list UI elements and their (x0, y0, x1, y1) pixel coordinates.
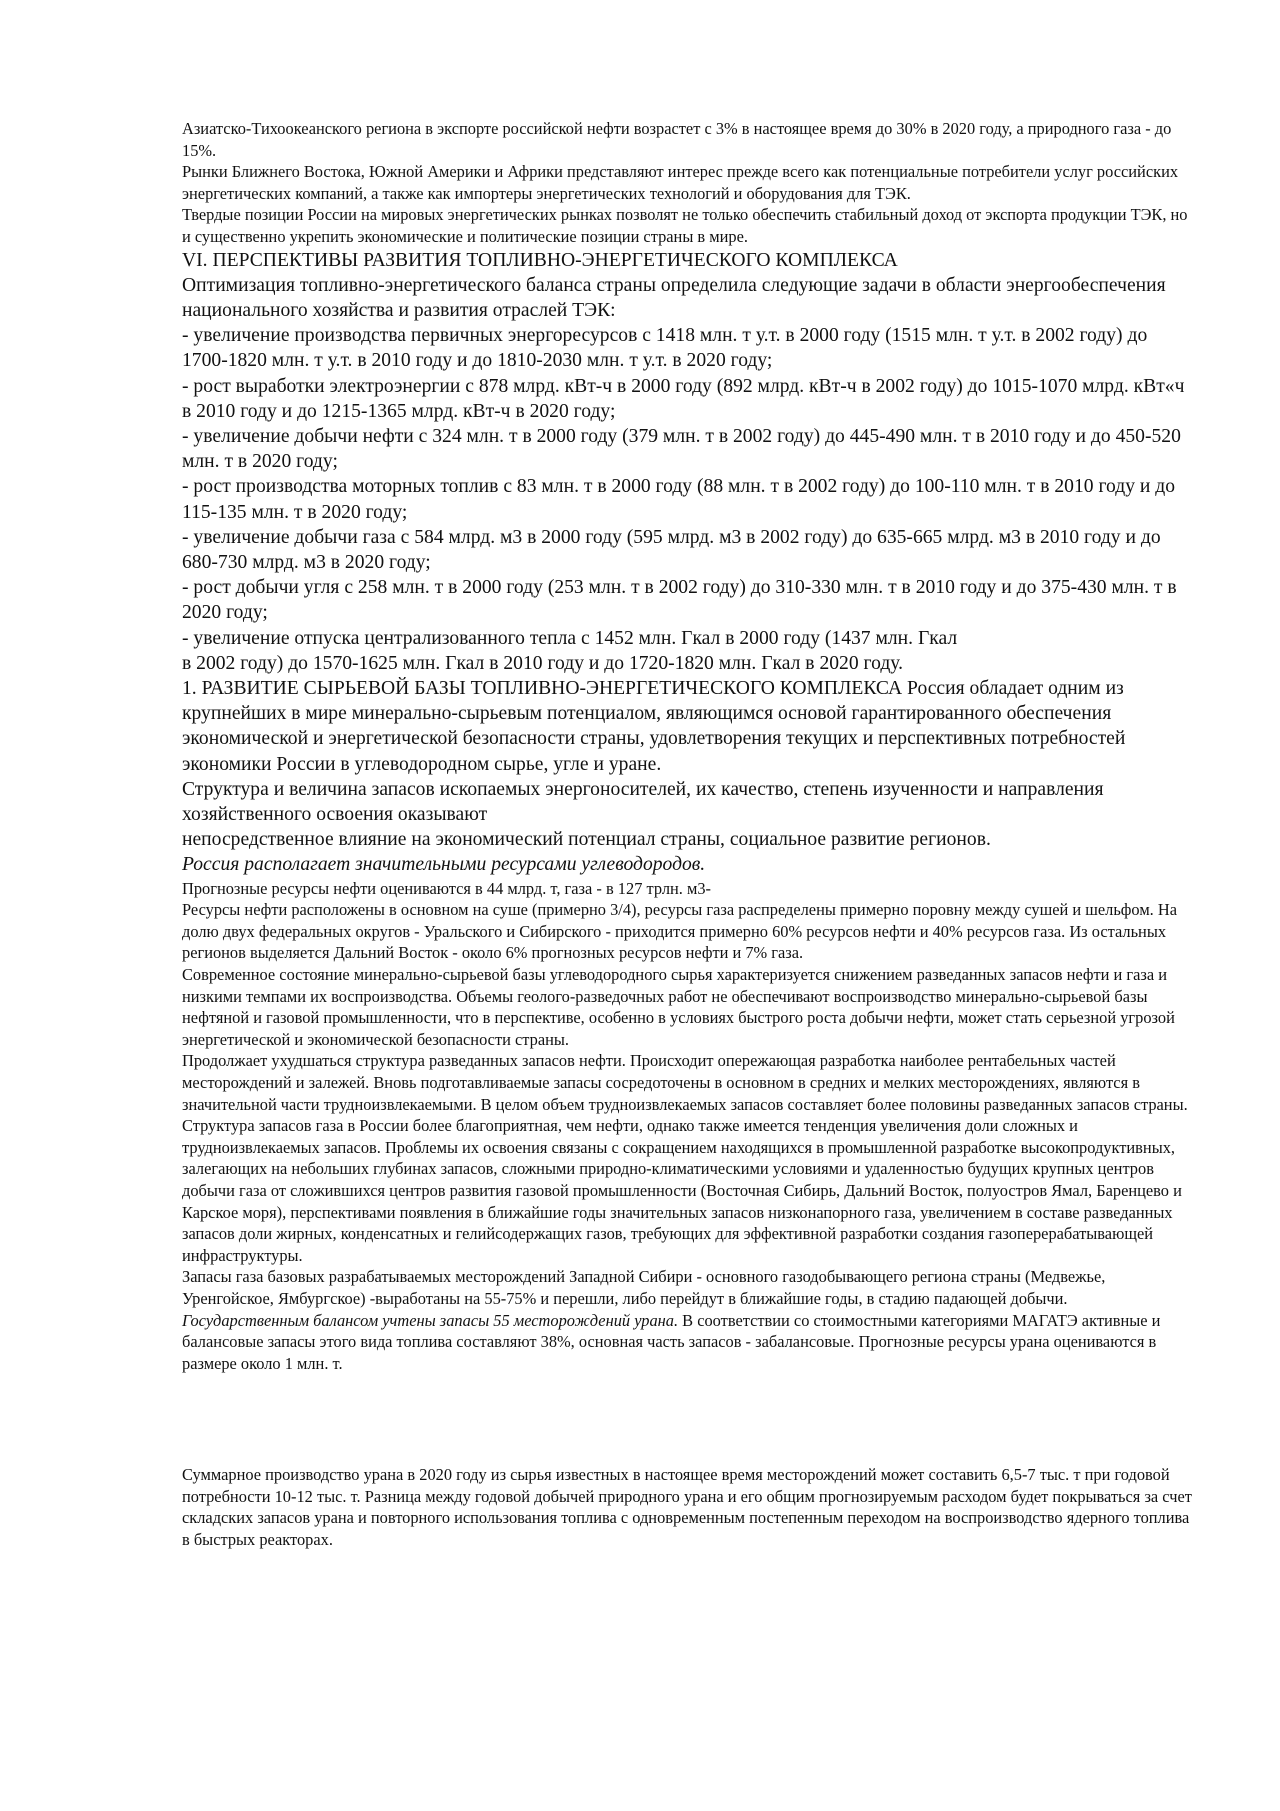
paragraph: Структура и величина запасов ископаемых энергоносителей, их качество, степень изученности и направления хозяйственного освоения оказывают непосредственное влияние на экономический потенциал страны, социальное развитие регионов. (182, 778, 1104, 851)
paragraph: Суммарное производство урана в 2020 году из сырья известных в настоящее время месторождений может составить 6,5-7 тыс. т при годовой потребности 10-12 тыс. т. Разница между годовой добычей природного урана и его общим прогнозируемым расходом будет покрываться за счет складских запасов урана и повторного использования топлива с одновременным постепенным переходом на воспроизводство ядерного топлива в быстрых реакторах. (182, 1465, 1192, 1550)
list-item: - рост выработки электроэнергии с 878 млрд. кВт-ч в 2000 году (892 млрд. кВт-ч в 2002 году) до 1015-1070 млрд. кВт«ч в 2010 году и до 1215-1365 млрд. кВт-ч в 2020 году; (182, 375, 1185, 422)
list-item: - увеличение отпуска централизованного тепла с 1452 млн. Гкал в 2000 году (1437 млн. Гкал в 2002 году) до 1570-1625 млн. Гкал в 2010 году и до 1720-1820 млн. Гкал в 2020 году. (182, 627, 958, 674)
document-page (182, 118, 1192, 1551)
paragraph: Твердые позиции России на мировых энергетических рынках позволят не только обеспечить стабильный доход от экспорта продукции ТЭК, но и существенно укрепить экономические и политические позиции страны в мире. (182, 205, 1188, 246)
italic-paragraph: Россия располагает значительными ресурсами углеводородов. (182, 854, 706, 876)
paragraph: Современное состояние минерально-сырьевой базы углеводородного сырья характеризуется снижением разведанных запасов нефти и газа и низкими темпами их воспроизводства. Объемы геолого-разведочных работ не обеспечивают воспроизводство минерально-сырьевой базы нефтяной и газовой промышленности, что в перспективе, особенно в условиях быстрого роста добычи нефти, может стать серьезной угрозой энергетической и экономической безопасности страны. (182, 965, 1175, 1049)
list-item: - увеличение добычи газа с 584 млрд. м3 в 2000 году (595 млрд. м3 в 2002 году) до 635-665 млрд. м3 в 2010 году и до 680-730 млрд. м3 в 2020 году; (182, 526, 1161, 573)
list-item: - увеличение производства первичных энергоресурсов с 1418 млн. т у.т. в 2000 году (1515 млн. т у.т. в 2002 году) до 1700-1820 млн. т у.т. в 2010 году и до 1810-2030 млн. т у.т. в 2020 году; (182, 325, 1148, 372)
blank-space (182, 1374, 1192, 1464)
section-heading-paragraph: 1. РАЗВИТИЕ СЫРЬЕВОЙ БАЗЫ ТОПЛИВНО-ЭНЕРГЕТИЧЕСКОГО КОМПЛЕКСА Россия обладает одним из крупнейших в мире минерально-сырьевым потенциалом, являющимся основой гарантированного обеспечения экономической и энергетической безопасности страны, удовлетворения текущих и перспективных потребностей экономики России в углеводородном сырье, угле и уране. (182, 678, 1126, 775)
paragraph: Ресурсы нефти расположены в основном на суше (примерно 3/4), ресурсы газа распределены примерно поровну между сушей и шельфом. На долю двух федеральных округов - Уральского и Сибирского - приходится примерно 60% ресурсов нефти и 40% ресурсов газа. Из остальных регионов выделяется Дальний Восток - около 6% прогнозных ресурсов нефти и 7% газа. (182, 900, 1177, 963)
italic-lead: Государственным балансом учтены запасы 55 месторождений урана. (182, 1310, 679, 1330)
paragraph: Прогнозные ресурсы нефти оцениваются в 44 млрд. т, газа - в 127 трлн. м3- (182, 878, 711, 898)
list-item: - рост добычи угля с 258 млн. т в 2000 году (253 млн. т в 2002 году) до 310-330 млн. т в 2010 году и до 375-430 млн. т в 2020 году; (182, 577, 1177, 624)
paragraph: Оптимизация топливно-энергетического баланса страны определила следующие задачи в области энергообеспечения национального хозяйства и развития отраслей ТЭК: (182, 274, 1166, 321)
list-item: - увеличение добычи нефти с 324 млн. т в 2000 году (379 млн. т в 2002 году) до 445-490 млн. т в 2010 году и до 450-520 млн. т в 2020 году; (182, 425, 1181, 473)
paragraph (182, 1310, 1192, 1375)
paragraph: Структура запасов газа в России более благоприятная, чем нефти, однако также имеется тенденция увеличения доли сложных и трудноизвлекаемых запасов. Проблемы их освоения связаны с сокращением находящихся в промышленной разработке высокопродуктивных, залегающих на небольших глубинах запасов, сложными природно-климатическими условиями и удаленностью будущих крупных центров добычи газа от сложившихся центров развития газовой промышленности (Восточная Сибирь, Дальний Восток, полуостров Ямал, Баренцево и Карское моря), перспективами появления в ближайшие годы значительных запасов низконапорного газа, увеличением в составе разведанных запасов доли жирных, конденсатных и гелийсодержащих газов, требующих для эффективной разработки создания газоперерабатывающей инфраструктуры. (182, 1116, 1182, 1265)
paragraph-text: В соответствии со стоимостными категориями МАГАТЭ активные и балансовые запасы этого вида топлива составляют 38%, основная часть запасов - забалансовые. Прогнозные ресурсы урана оцениваются в размере около 1 млн. т. (182, 1310, 1161, 1373)
paragraph: Продолжает ухудшаться структура разведанных запасов нефти. Происходит опережающая разработка наиболее рентабельных частей месторождений и залежей. Вновь подготавливаемые запасы сосредоточены в основном в средних и мелких месторождениях, являются в значительной части трудноизвлекаемыми. В целом объем трудноизвлекаемых запасов составляет более половины разведанных запасов страны. (182, 1051, 1188, 1114)
paragraph: Запасы газа базовых разрабатываемых месторождений Западной Сибири - основного газодобывающего региона страны (Медвежье, Уренгойское, Ямбургское) -выработаны на 55-75% и перешли, либо перейдут в ближайшие годы, в стадию падающей добычи. (182, 1267, 1106, 1308)
section-heading: VI. ПЕРСПЕКТИВЫ РАЗВИТИЯ ТОПЛИВНО-ЭНЕРГЕТИЧЕСКОГО КОМПЛЕКСА (182, 249, 898, 271)
list-item: - рост производства моторных топлив с 83 млн. т в 2000 году (88 млн. т в 2002 году) до 100-110 млн. т в 2010 году и до 115-135 млн. т в 2020 году; (182, 476, 1176, 523)
paragraph: Азиатско-Тихоокеанского региона в экспорте российской нефти возрастет с 3% в настоящее время до 30% в 2020 году, а природного газа - до 15%. (182, 119, 1172, 160)
paragraph: Рынки Ближнего Востока, Южной Америки и Африки представляют интерес прежде всего как потенциальные потребители услуг российских энергетических компаний, а также как импортеры энергетических технологий и оборудования для ТЭК. (182, 162, 1179, 203)
